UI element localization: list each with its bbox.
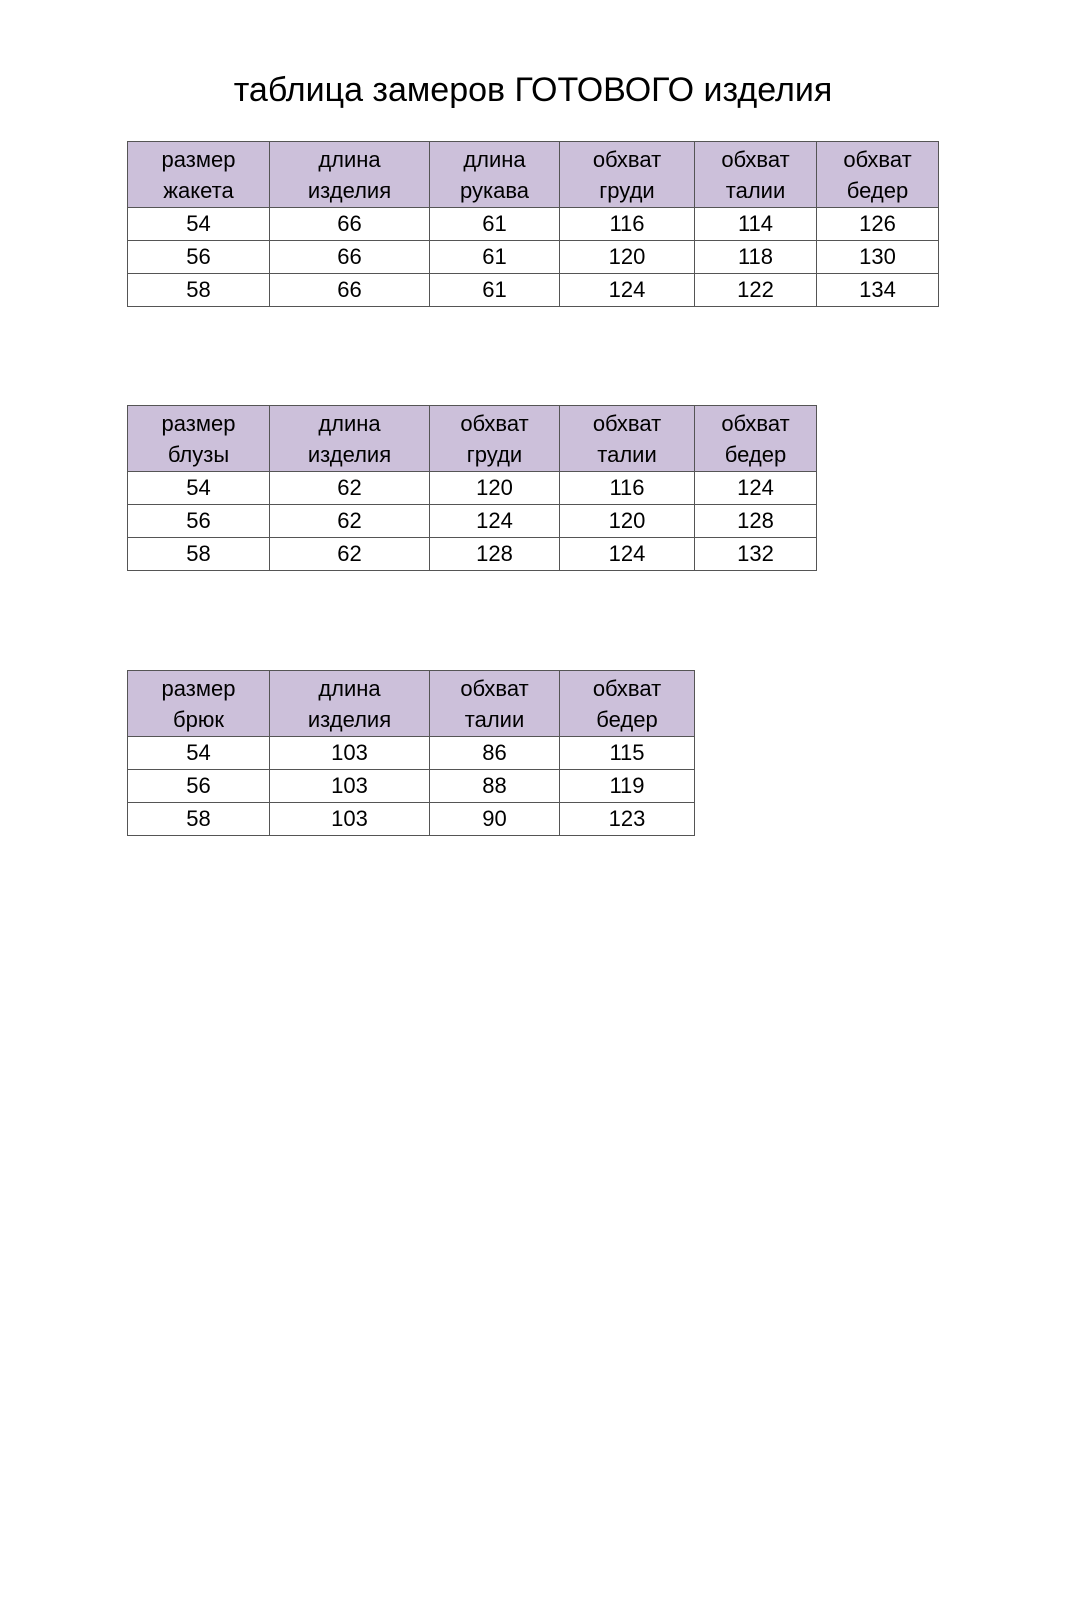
table-cell: 54	[128, 737, 270, 770]
table-cell: 103	[270, 737, 430, 770]
table-cell: 58	[128, 803, 270, 836]
table-cell: 90	[430, 803, 560, 836]
table-cell: 130	[817, 241, 939, 274]
jacket-size-table	[127, 141, 939, 307]
table-header-row	[128, 671, 695, 737]
table-cell: 120	[430, 472, 560, 505]
table-header-row	[128, 406, 817, 472]
table-cell: 126	[817, 208, 939, 241]
header-size: размер брюк	[128, 671, 270, 737]
header-size: размер блузы	[128, 406, 270, 472]
table-row	[128, 505, 817, 538]
table-cell: 124	[560, 538, 695, 571]
table-cell: 128	[430, 538, 560, 571]
table-cell: 86	[430, 737, 560, 770]
header-chest: обхват груди	[430, 406, 560, 472]
table-cell: 119	[560, 770, 695, 803]
table-cell: 134	[817, 274, 939, 307]
table-cell: 58	[128, 538, 270, 571]
table-cell: 128	[695, 505, 817, 538]
table-cell: 61	[430, 241, 560, 274]
table-header-row	[128, 142, 939, 208]
table-cell: 61	[430, 274, 560, 307]
table-cell: 103	[270, 803, 430, 836]
table-cell: 62	[270, 538, 430, 571]
table-cell: 66	[270, 274, 430, 307]
table-cell: 123	[560, 803, 695, 836]
header-length: длина изделия	[270, 406, 430, 472]
trousers-size-table	[127, 670, 695, 836]
table-cell: 88	[430, 770, 560, 803]
table-cell: 103	[270, 770, 430, 803]
header-length: длина изделия	[270, 671, 430, 737]
table-cell: 124	[560, 274, 695, 307]
table-cell: 132	[695, 538, 817, 571]
header-waist: обхват талии	[560, 406, 695, 472]
table-cell: 114	[695, 208, 817, 241]
table-cell: 118	[695, 241, 817, 274]
header-hips: обхват бедер	[695, 406, 817, 472]
table-cell: 120	[560, 241, 695, 274]
table-row	[128, 274, 939, 307]
table-cell: 66	[270, 241, 430, 274]
table-row	[128, 472, 817, 505]
table-cell: 58	[128, 274, 270, 307]
header-hips: обхват бедер	[560, 671, 695, 737]
table-cell: 54	[128, 208, 270, 241]
table-cell: 54	[128, 472, 270, 505]
table-cell: 116	[560, 208, 695, 241]
table-cell: 122	[695, 274, 817, 307]
table-cell: 56	[128, 241, 270, 274]
table-cell: 116	[560, 472, 695, 505]
header-size: размер жакета	[128, 142, 270, 208]
table-cell: 124	[695, 472, 817, 505]
table-row	[128, 770, 695, 803]
header-chest: обхват груди	[560, 142, 695, 208]
table-cell: 56	[128, 505, 270, 538]
table-row	[128, 208, 939, 241]
table-cell: 66	[270, 208, 430, 241]
table-cell: 62	[270, 505, 430, 538]
header-hips: обхват бедер	[817, 142, 939, 208]
header-waist: обхват талии	[430, 671, 560, 737]
table-cell: 115	[560, 737, 695, 770]
table-cell: 62	[270, 472, 430, 505]
table-row	[128, 241, 939, 274]
header-length: длина изделия	[270, 142, 430, 208]
table-cell: 120	[560, 505, 695, 538]
table-row	[128, 538, 817, 571]
table-row	[128, 803, 695, 836]
header-sleeve: длина рукава	[430, 142, 560, 208]
table-cell: 56	[128, 770, 270, 803]
table-cell: 124	[430, 505, 560, 538]
page-title: таблица замеров ГОТОВОГО изделия	[233, 71, 833, 109]
table-row	[128, 737, 695, 770]
header-waist: обхват талии	[695, 142, 817, 208]
blouse-size-table	[127, 405, 817, 571]
table-cell: 61	[430, 208, 560, 241]
